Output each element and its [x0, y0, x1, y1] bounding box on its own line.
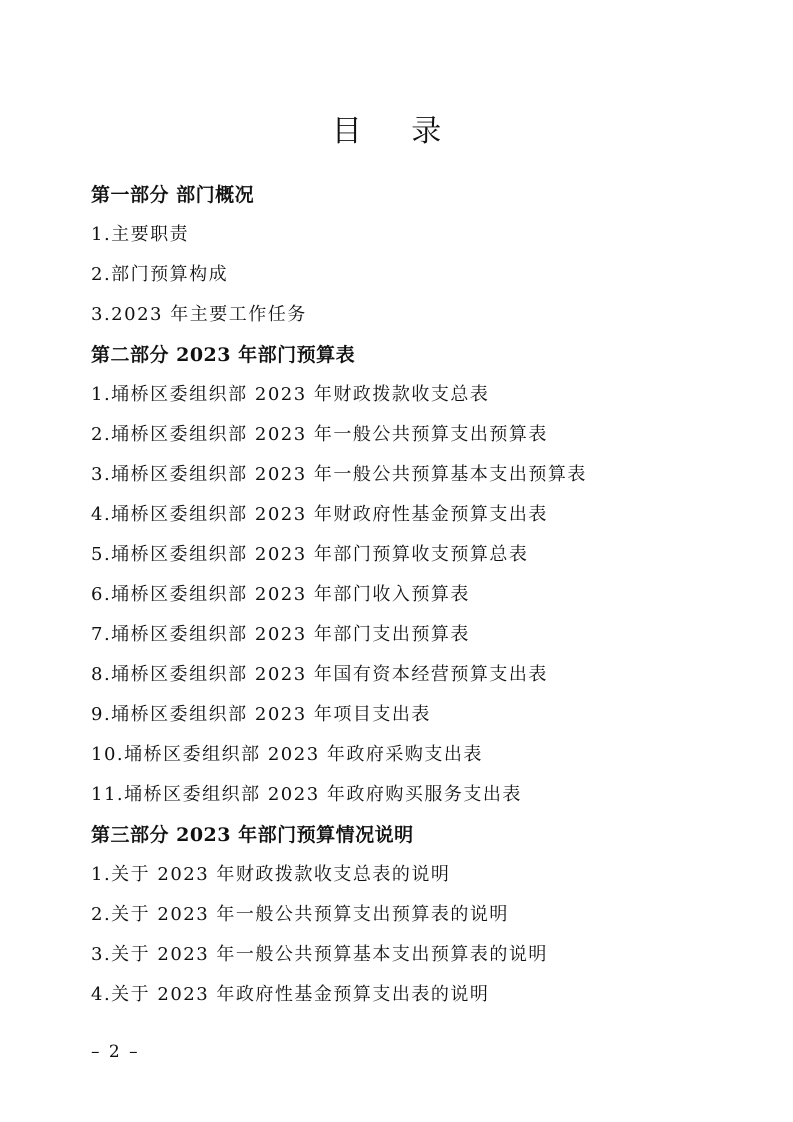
toc-item: 2.埇桥区委组织部 2023 年一般公共预算支出预算表: [91, 424, 548, 445]
toc-section-heading: 第一部分 部门概况: [91, 184, 255, 206]
toc-item: 2.关于 2023 年一般公共预算支出预算表的说明: [91, 904, 509, 925]
toc-item: 1.埇桥区委组织部 2023 年财政拨款收支总表: [91, 384, 490, 405]
toc-item: 3.关于 2023 年一般公共预算基本支出预算表的说明: [91, 944, 548, 965]
page-number: – 2 –: [91, 1042, 140, 1062]
toc-item: 10.埇桥区委组织部 2023 年政府采购支出表: [91, 744, 483, 765]
toc-item: 2.部门预算构成: [91, 264, 229, 285]
toc-item: 1.主要职责: [91, 224, 190, 245]
toc-item: 5.埇桥区委组织部 2023 年部门预算收支预算总表: [91, 544, 529, 565]
toc-item: 4.关于 2023 年政府性基金预算支出表的说明: [91, 984, 490, 1005]
toc-item: 9.埇桥区委组织部 2023 年项目支出表: [91, 704, 431, 725]
toc-item: 6.埇桥区委组织部 2023 年部门收入预算表: [91, 584, 470, 605]
toc-item: 8.埇桥区委组织部 2023 年国有资本经营预算支出表: [91, 664, 548, 685]
toc-item: 3.2023 年主要工作任务: [91, 304, 307, 325]
toc-section-heading: 第二部分 2023 年部门预算表: [91, 344, 356, 366]
toc-item: 7.埇桥区委组织部 2023 年部门支出预算表: [91, 624, 470, 645]
toc-item: 4.埇桥区委组织部 2023 年财政府性基金预算支出表: [91, 504, 548, 525]
page-title: 目 录: [331, 114, 462, 150]
toc-item: 11.埇桥区委组织部 2023 年政府购买服务支出表: [91, 784, 522, 805]
toc-item: 3.埇桥区委组织部 2023 年一般公共预算基本支出预算表: [91, 464, 587, 485]
table-of-contents: [91, 175, 741, 1015]
toc-section-heading: 第三部分 2023 年部门预算情况说明: [91, 824, 414, 846]
toc-item: 1.关于 2023 年财政拨款收支总表的说明: [91, 864, 451, 885]
